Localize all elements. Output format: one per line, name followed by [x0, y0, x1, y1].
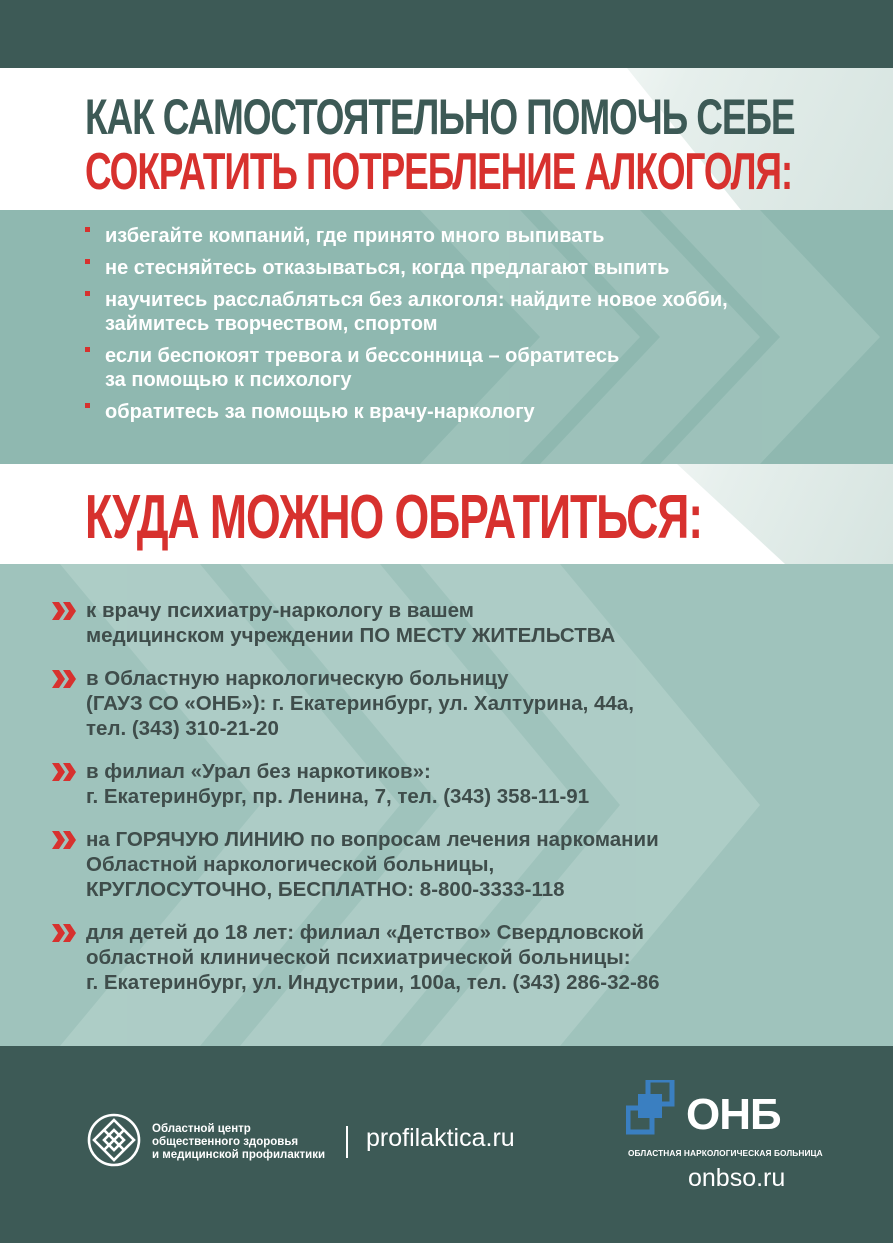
top-band	[0, 0, 893, 68]
bullet-icon	[85, 227, 90, 232]
double-chevron-icon	[52, 670, 78, 688]
list-item: не стесняйтесь отказываться, когда предлагают выпить	[85, 256, 865, 280]
list-item: на ГОРЯЧУЮ ЛИНИЮ по вопросам лечения наркомании Областной наркологической больницы, КРУГЛОСУТОЧНО, БЕСПЛАТНО: 8-800-3333-118	[52, 827, 862, 902]
places-list	[52, 598, 862, 1013]
list-item: избегайте компаний, где принято много выпивать	[85, 224, 865, 248]
tips-list	[85, 224, 865, 432]
footer-divider	[346, 1126, 348, 1158]
bullet-icon	[85, 403, 90, 408]
page-title-line2: СОКРАТИТЬ ПОТРЕБЛЕНИЕ АЛКОГОЛЯ:	[85, 143, 793, 201]
section-title: КУДА МОЖНО ОБРАТИТЬСЯ:	[85, 483, 703, 552]
list-item: научитесь расслабляться без алкоголя: найдите новое хобби, займитесь творчеством, спортом	[85, 288, 865, 336]
ocz-logo-icon	[86, 1112, 142, 1168]
page-title-line1: КАК САМОСТОЯТЕЛЬНО ПОМОЧЬ СЕБЕ	[85, 89, 795, 145]
profilaktica-link[interactable]: profilaktica.ru	[366, 1124, 515, 1152]
list-item: в Областную наркологическую больницу (ГАУЗ СО «ОНБ»): г. Екатеринбург, ул. Халтурина, 44а, тел. (343) 310-21-20	[52, 666, 862, 741]
ocz-name: Областной центр общественного здоровья и медицинской профилактики	[152, 1123, 326, 1161]
onbso-link[interactable]: onbso.ru	[688, 1164, 786, 1192]
onb-name: ОНБ	[686, 1090, 781, 1139]
tips-section	[0, 210, 893, 464]
list-item: к врачу психиатру-наркологу в вашем медицинском учреждении ПО МЕСТУ ЖИТЕЛЬСТВА	[52, 598, 862, 648]
onb-logo-icon	[626, 1080, 684, 1138]
double-chevron-icon	[52, 831, 78, 849]
onb-subtitle: ОБЛАСТНАЯ НАРКОЛОГИЧЕСКАЯ БОЛЬНИЦА	[628, 1148, 823, 1158]
double-chevron-icon	[52, 763, 78, 781]
double-chevron-icon	[52, 602, 78, 620]
double-chevron-icon	[52, 924, 78, 942]
list-item: для детей до 18 лет: филиал «Детство» Свердловской областной клинической психиатрической больницы: г. Екатеринбург, ул. Индустрии, 100а, тел. (343) 286-32-86	[52, 920, 862, 995]
bullet-icon	[85, 291, 90, 296]
bullet-icon	[85, 259, 90, 264]
list-item: в филиал «Урал без наркотиков»: г. Екатеринбург, пр. Ленина, 7, тел. (343) 358-11-91	[52, 759, 862, 809]
list-item: обратитесь за помощью к врачу-наркологу	[85, 400, 865, 424]
bullet-icon	[85, 347, 90, 352]
list-item: если беспокоят тревога и бессонница – обратитесь за помощью к психологу	[85, 344, 865, 392]
places-section	[0, 564, 893, 1046]
